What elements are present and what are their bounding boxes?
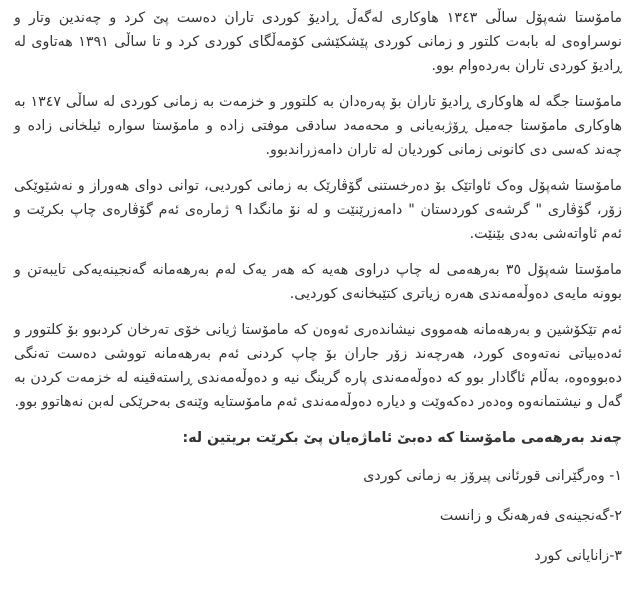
paragraph-dedication: ئەم تێکۆشین و بەرهەمانە هەمووی نیشاندەری ئەوەن کە مامۆستا ژیانی خۆی تەرخان کردبوو بۆ کلتوور و ئەدەبیاتی نەتەوەی کورد، هەرچەند زۆر جاران بۆ چاپ کردنی ئەم بەرهەمانە تووشی دەست تەنگی دەبووەوە، بەڵام ئاگادار بوو کە دەوڵەمەندی پارە گرینگ نیە و دەوڵەمەندی ڕاستەقینە لە خزمەت کردن بە گەل و نیشتمانەوە وەدەر دەکەوێت و دیارە دەوڵەمەندی ئەم مامۆستایە وێنەی بەحرێکی لەبن نەهاتوو بوو. [14, 322, 622, 410]
paragraph-radio-tehran: مامۆستا شەپۆل ساڵی ١٣٤٣ هاوکاری لەگەڵ ڕادیۆ کوردی تاران دەست پێ کرد و چەندین وتار و نوسراوەی لە بابەت کلتور و زمانی کوردی پێشکێشی کۆمەڵگای کوردی کرد و تا ساڵی ١٣٩١ هەتاوی لە ڕادیۆ کوردی تاران بەردەوام بوو. [14, 10, 623, 74]
list-item: ٣-زانایانی کورد [534, 548, 622, 564]
works-heading: چەند بەرهەمی مامۆستا کە دەبێ ئاماژەیان پێ بکرێت بریتین لە: [182, 430, 622, 446]
paragraph-gurshey-kurdistan-magazine: مامۆستا شەپۆل وەک ئاواتێک بۆ دەرخستنی گۆڤارێک بە زمانی کوردیی، توانی دوای هەوراز و نەشێوێکی زۆر، گۆڤاری " گرشەی کوردستان " دامەزرێنێت و لە نۆ مانگدا ٩ ژمارەی ئەم گۆڤارەی چاپ بکرێت و ئەم ئاواتەشی بەدی بێنێت. [14, 178, 623, 242]
list-item: ١- وەرگێرانی قورئانی پیرۆز بە زمانی کوردی [363, 468, 622, 484]
paragraph-kurdish-language-center: مامۆستا جگە لە هاوکاری ڕادیۆ تاران بۆ پەرەدان بە کلتوور و خزمەت بە زمانی کوردی لە ساڵی ١٣٤٧ بە هاوکاری مامۆستا جەمیل ڕۆژبەیانی و محەمەد سادقی موفتی زادە و مامۆستا سوارە ئیلخانی زادە و چەند کەسی دی کانونی زمانی کوردیان لە تاران دامەزراندبوو. [14, 94, 622, 158]
list-item: ٢-گەنجینەی فەرهەنگ و زانست [439, 508, 622, 524]
works-list [14, 464, 622, 568]
paragraph-published-works: مامۆستا شەپۆل ٣٥ بەرهەمی لە چاپ دراوی هەیە کە هەر یەک لەم بەرهەمانە گەنجینەیەکی تایبەتن و بوونە مایەی دەوڵەمەندی هەرە زیاتری کتێبخانەی کوردیی. [14, 262, 622, 302]
